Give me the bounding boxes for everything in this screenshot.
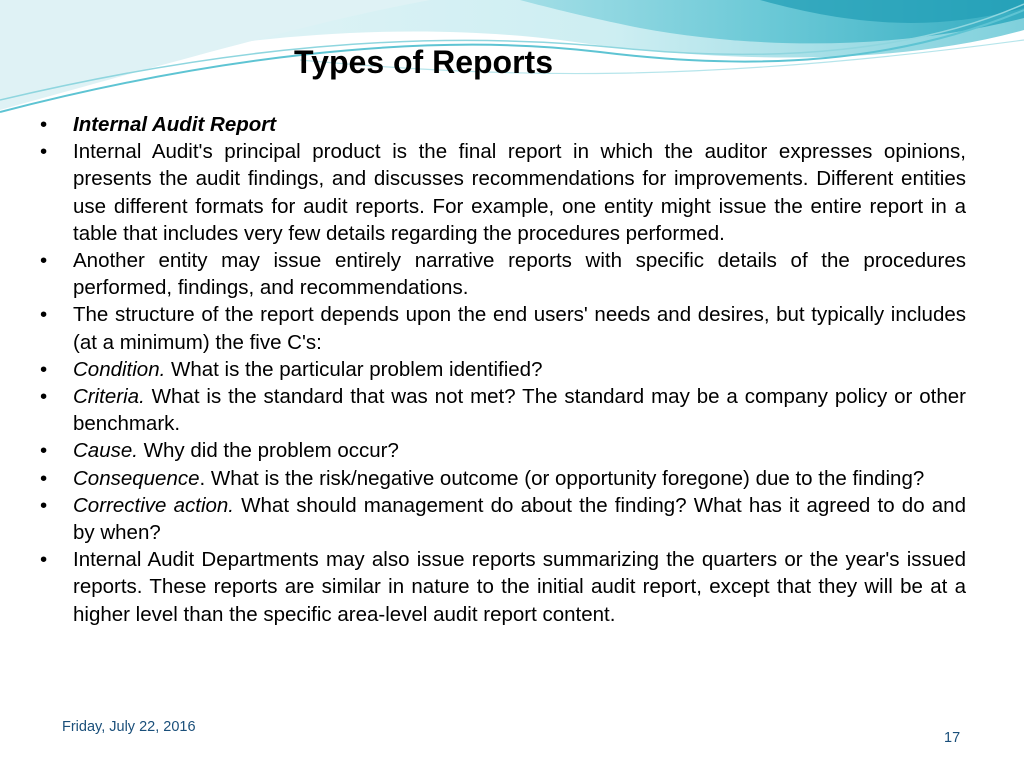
bullet-text: . What is the risk/negative outcome (or opportunity foregone) due to the finding? [199,466,925,490]
bullet-list [40,111,966,628]
bullet-text: What is the standard that was not met? The standard may be a company policy or other benchmark. [73,385,966,436]
bullet-item [40,247,966,301]
bullet-text: What is the particular problem identified? [165,357,543,381]
bullet-text: Internal Audit Departments may also issue reports summarizing the quarters or the year's issued reports. These reports are similar in nature to the initial audit report, except that they will be at a higher level than the specific area-level audit report content. [73,548,966,626]
slide-title: Types of Reports [294,44,553,80]
bullet-lead-term: Internal Audit Report [73,113,277,136]
bullet-lead-term: Consequence [73,466,200,490]
bullet-text: The structure of the report depends upon the end users' needs and desires, but typically includes (at a minimum) the five C's: [73,303,966,354]
bullet-text: Why did the problem occur? [137,439,399,463]
footer-date: Friday, July 22, 2016 [62,719,196,735]
bullet-lead-term: Corrective action. [73,493,234,517]
bullet-item [40,301,966,355]
bullet-item [40,437,966,464]
bullet-item [40,111,966,138]
bullet-lead-term: Condition. [73,357,166,381]
bullet-item [40,356,966,383]
slide-number: 17 [944,730,961,746]
bullet-item [40,138,966,247]
bullet-item [40,465,966,492]
bullet-lead-term: Cause. [73,439,138,463]
bullet-item [40,492,966,546]
bullet-item [40,546,966,628]
bullet-text: Internal Audit's principal product is the final report in which the auditor expresses opinions, presents the audit findings, and discusses recommendations for improvements. Different entities use different formats for audit reports. For example, one entity might issue the entire report in a table that includes very few details regarding the procedures performed. [73,140,966,245]
bullet-item [40,383,966,437]
bullet-text: Another entity may issue entirely narrative reports with specific details of the procedures performed, findings, and recommendations. [73,249,966,300]
bullet-lead-term: Criteria. [73,385,145,409]
bullet-text: What should management do about the finding? What has it agreed to do and by when? [73,493,966,545]
